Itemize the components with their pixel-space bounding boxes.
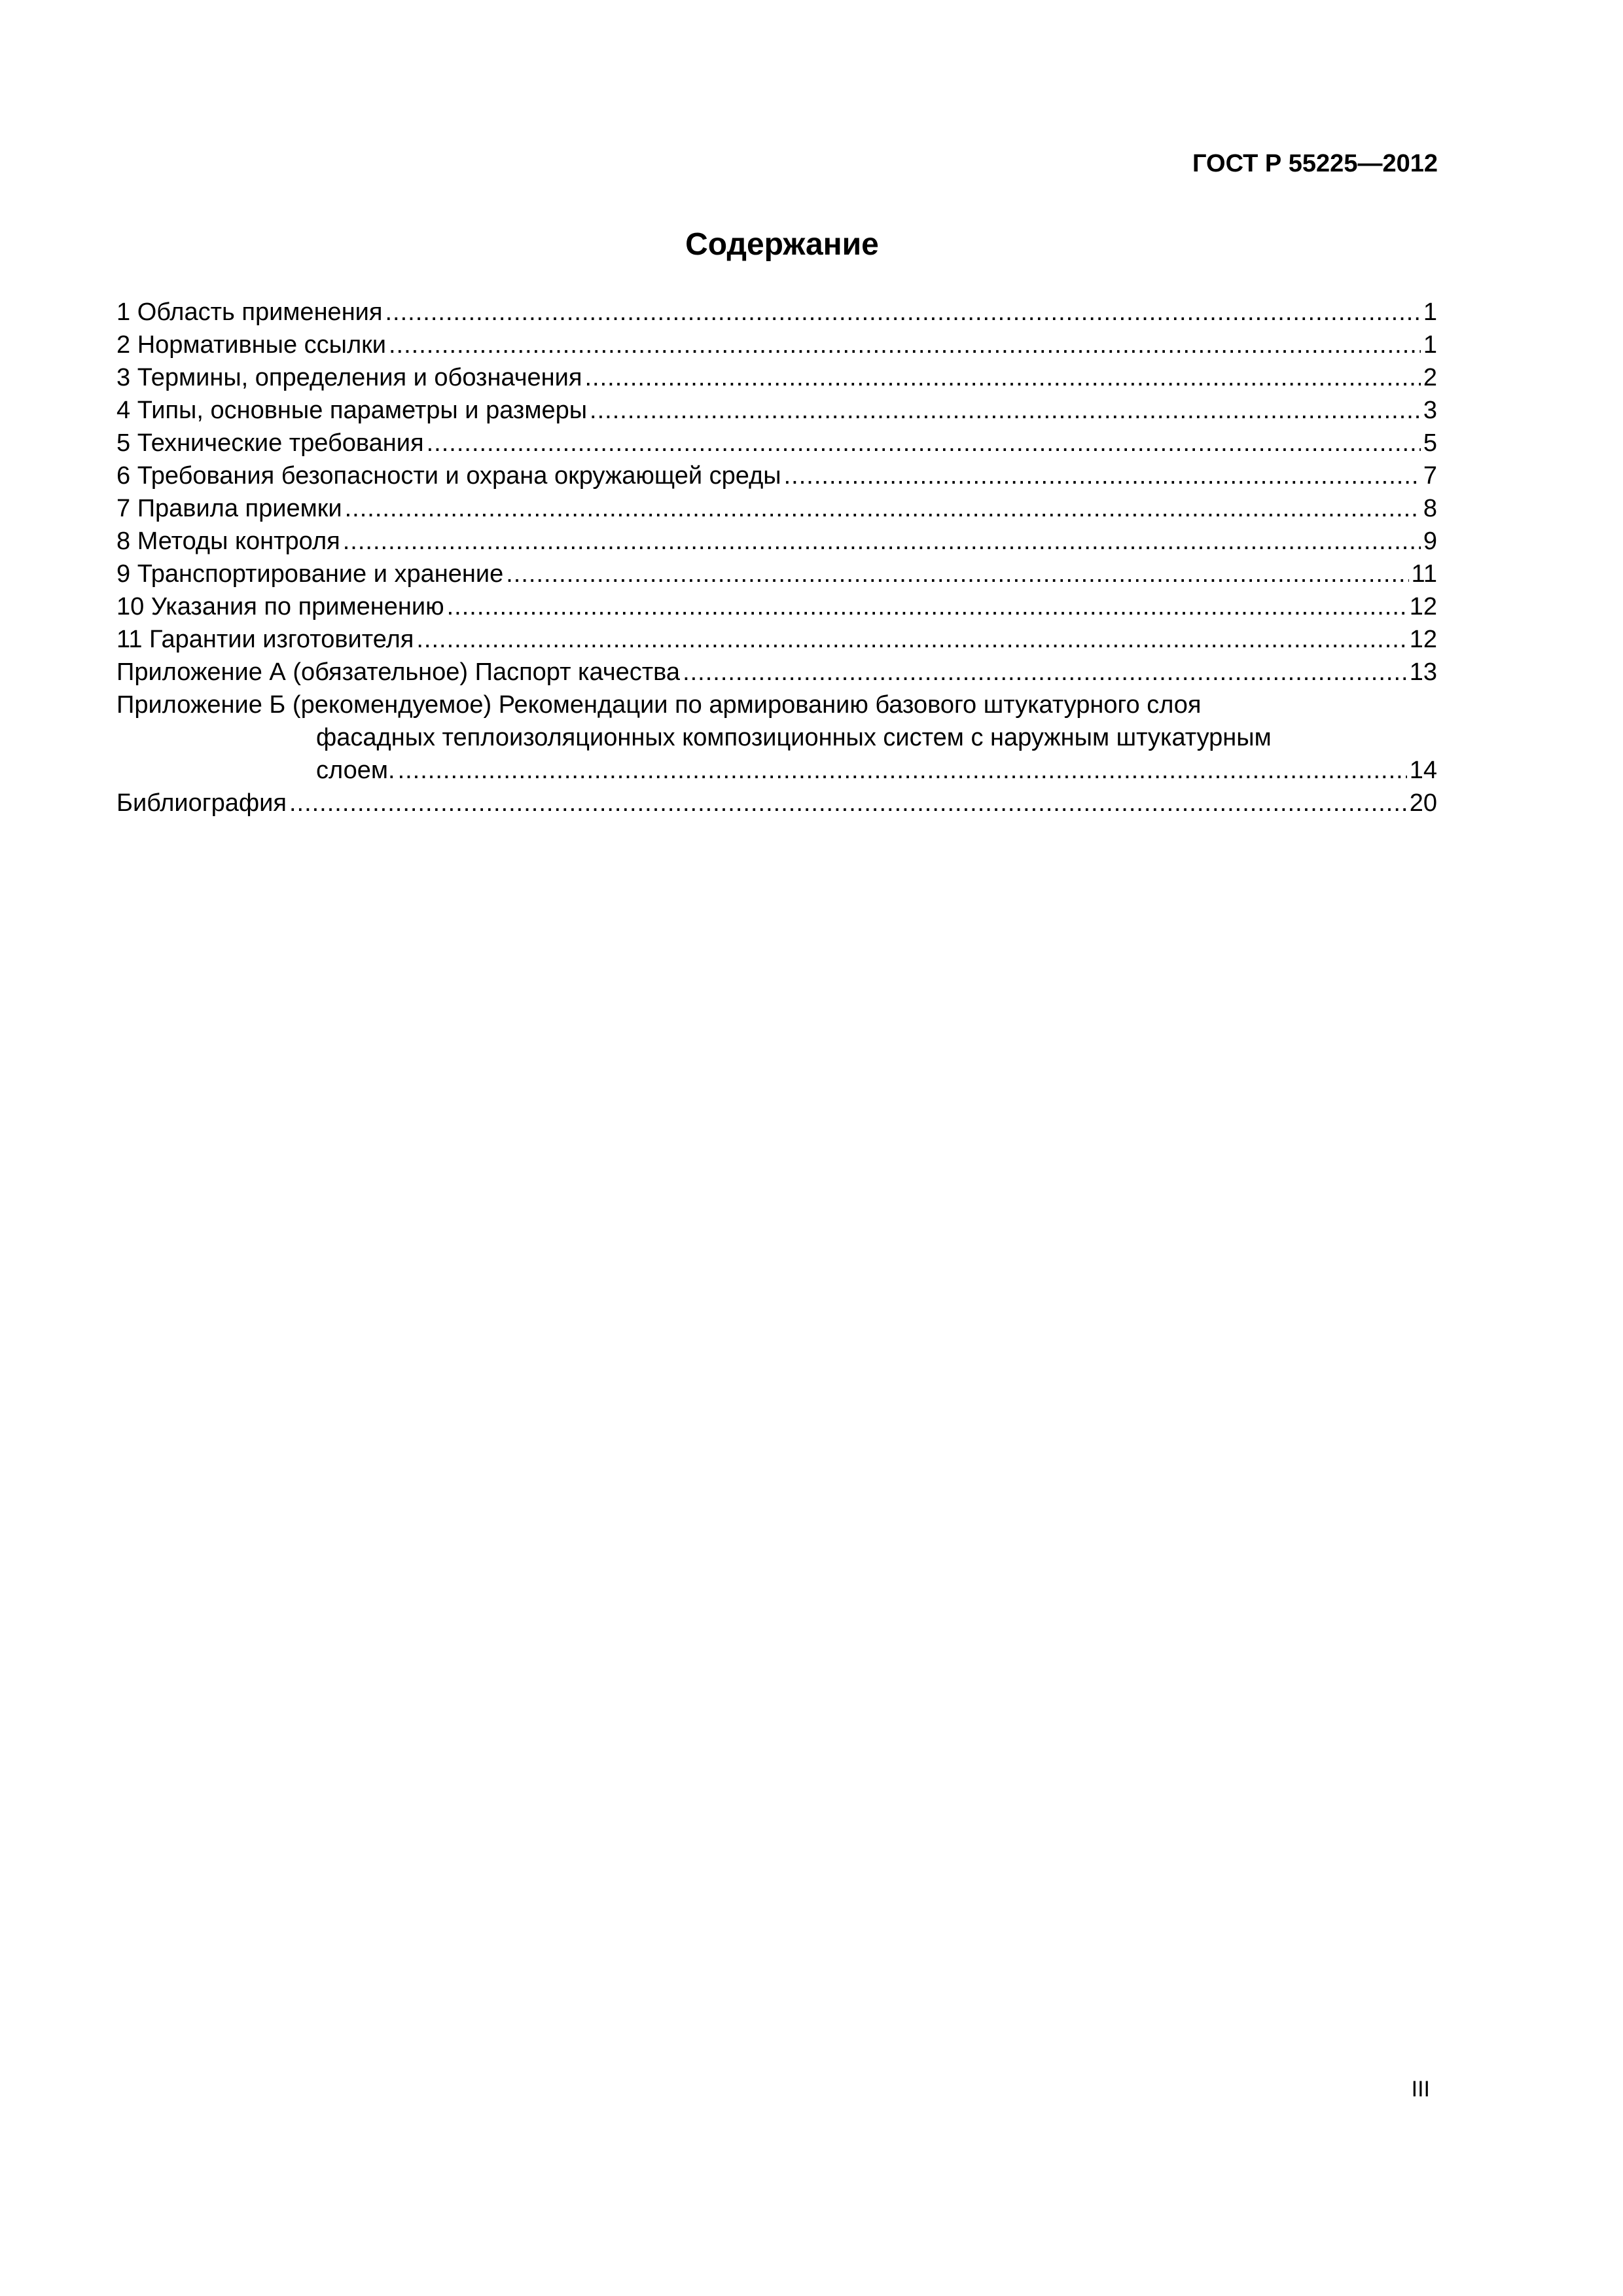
toc-entry-label: 7 Правила приемки	[116, 495, 342, 522]
document-code: ГОСТ Р 55225—2012	[1192, 150, 1438, 177]
toc-entry-label: фасадных теплоизоляционных композиционных систем с наружным штукатурным	[316, 724, 1272, 751]
dot-leader	[385, 296, 1420, 329]
dot-leader	[584, 361, 1420, 394]
toc-entry-page: 14	[1409, 757, 1437, 784]
toc-entry-annex-b-continued[interactable]	[116, 721, 1437, 754]
toc-entry-page: 2	[1423, 364, 1437, 391]
toc-heading: Содержание	[685, 227, 879, 262]
dot-leader	[345, 492, 1421, 525]
toc-entry[interactable]	[116, 558, 1437, 590]
toc-entry[interactable]	[116, 623, 1437, 656]
toc-entry-label: 5 Технические требования	[116, 429, 424, 457]
dot-leader	[683, 656, 1407, 689]
toc-entry-label: Приложение А (обязательное) Паспорт качества	[116, 658, 681, 686]
dot-leader	[389, 329, 1421, 361]
toc-entry-page: 7	[1423, 462, 1437, 490]
toc-entry-page: 12	[1409, 593, 1437, 620]
dot-leader	[289, 787, 1407, 819]
toc-entry-label: 2 Нормативные ссылки	[116, 331, 386, 359]
toc-entry-bibliography[interactable]	[116, 787, 1437, 819]
toc-entry-label: 8 Методы контроля	[116, 528, 340, 555]
toc-entry-label: Приложение Б (рекомендуемое) Рекомендации по армированию базового штукатурного слоя	[116, 691, 1202, 719]
toc-entry-label: 9 Транспортирование и хранение	[116, 560, 504, 588]
toc-entry[interactable]	[116, 296, 1437, 329]
toc-entry[interactable]	[116, 656, 1437, 689]
toc-entry[interactable]	[116, 459, 1437, 492]
dot-leader	[398, 754, 1407, 787]
toc-entry-page: 1	[1423, 298, 1437, 326]
toc-entry-page: 9	[1423, 528, 1437, 555]
toc-entry-page: 5	[1423, 429, 1437, 457]
table-of-contents	[116, 296, 1437, 819]
toc-entry-annex-b[interactable]	[116, 689, 1437, 721]
toc-entry[interactable]	[116, 361, 1437, 394]
toc-entry-label: 3 Термины, определения и обозначения	[116, 364, 582, 391]
toc-entry-label: 10 Указания по применению	[116, 593, 444, 620]
dot-leader	[343, 525, 1421, 558]
dot-leader	[590, 394, 1421, 427]
toc-entry-label: слоем.	[316, 757, 395, 784]
dot-leader	[416, 623, 1406, 656]
toc-entry-page: 11	[1411, 560, 1437, 588]
toc-entry-page: 1	[1423, 331, 1437, 359]
toc-entry[interactable]	[116, 590, 1437, 623]
toc-entry-page: 13	[1409, 658, 1437, 686]
toc-entry-annex-b-continued[interactable]	[116, 754, 1437, 787]
dot-leader	[447, 590, 1407, 623]
toc-entry-label: Библиография	[116, 789, 287, 817]
toc-entry-label: 11 Гарантии изготовителя	[116, 626, 414, 653]
toc-entry[interactable]	[116, 525, 1437, 558]
toc-entry[interactable]	[116, 427, 1437, 459]
toc-entry[interactable]	[116, 394, 1437, 427]
toc-entry-label: 1 Область применения	[116, 298, 383, 326]
dot-leader	[427, 427, 1421, 459]
toc-entry-page: 20	[1409, 789, 1437, 817]
dot-leader	[784, 459, 1421, 492]
toc-entry[interactable]	[116, 329, 1437, 361]
toc-entry[interactable]	[116, 492, 1437, 525]
toc-entry-label: 6 Требования безопасности и охрана окружающей среды	[116, 462, 781, 490]
toc-entry-label: 4 Типы, основные параметры и размеры	[116, 397, 588, 424]
toc-entry-page: 3	[1423, 397, 1437, 424]
dot-leader	[506, 558, 1408, 590]
toc-entry-page: 12	[1409, 626, 1437, 653]
page-number: III	[1411, 2077, 1430, 2102]
toc-entry-page: 8	[1423, 495, 1437, 522]
